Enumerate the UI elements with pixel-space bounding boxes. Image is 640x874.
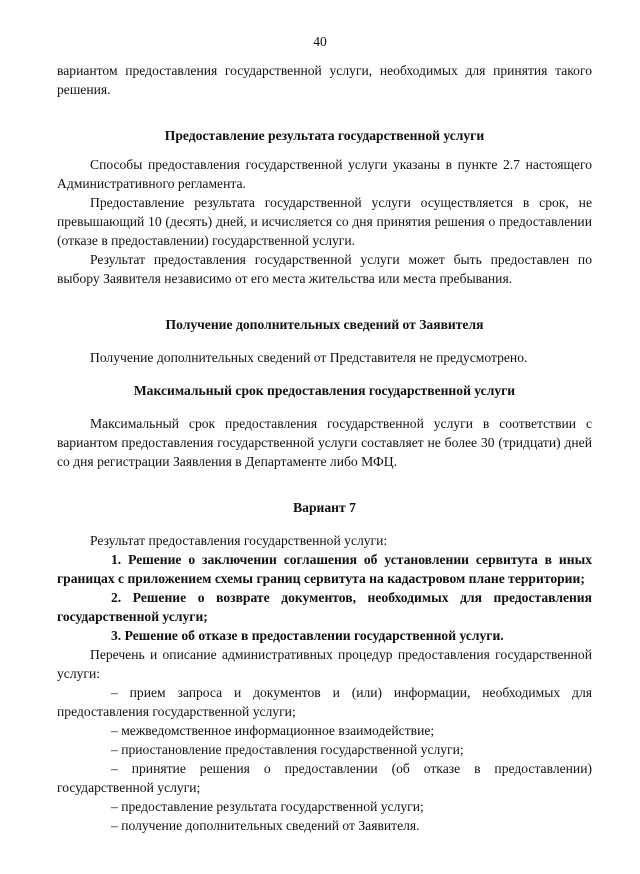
- page-content: [57, 61, 592, 835]
- intro-paragraph: вариантом предоставления государственной услуги, необходимых для принятия такого решения.: [57, 63, 592, 97]
- procedure-list-item: – прием запроса и документов и (или) информации, необходимых для предоставления государственной услуги;: [57, 685, 592, 719]
- section-heading-additional-info: Получение дополнительных сведений от Заявителя: [165, 317, 484, 332]
- section-heading-max-term: Максимальный срок предоставления государственной услуги: [133, 383, 516, 398]
- paragraph: Результат предоставления государственной услуги может быть предоставлен по выбору Заявителя независимо от его места жительства или места пребывания.: [57, 252, 592, 286]
- section-heading-result-delivery: Предоставление результата государственной услуги: [164, 128, 485, 143]
- result-list-item: 1. Решение о заключении соглашения об установлении сервитута в иных границах с приложением схемы границ сервитута на кадастровом плане территории;: [57, 552, 592, 586]
- procedure-list-item: – межведомственное информационное взаимодействие;: [111, 723, 435, 738]
- procedure-list-item: – принятие решения о предоставлении (об отказе в предоставлении) государственной услуги;: [57, 761, 592, 795]
- paragraph: Максимальный срок предоставления государственной услуги в соответствии с вариантом предоставления государственной услуги составляет не более 30 (тридцати) дней со дня регистрации Заявления в Департаменте либо МФЦ.: [57, 416, 592, 469]
- paragraph: Получение дополнительных сведений от Представителя не предусмотрено.: [90, 350, 528, 365]
- procedure-list-item: – получение дополнительных сведений от Заявителя.: [111, 818, 420, 833]
- section-heading-variant-7: Вариант 7: [293, 500, 356, 515]
- procedure-list-item: – предоставление результата государственной услуги;: [111, 799, 424, 814]
- paragraph: Способы предоставления государственной услуги указаны в пункте 2.7 настоящего Административного регламента.: [57, 157, 592, 191]
- result-list-item: 2. Решение о возврате документов, необходимых для предоставления государственной услуги;: [57, 590, 592, 624]
- variant-intro-paragraph: Результат предоставления государственной услуги:: [90, 533, 388, 548]
- paragraph: Предоставление результата государственной услуги осуществляется в срок, не превышающий 10 (десять) дней, и исчисляется со дня принятия решения о предоставлении (отказе в предоставлении) государственной услуги.: [57, 195, 592, 248]
- procedures-intro-paragraph: Перечень и описание административных процедур предоставления государственной услуги:: [57, 647, 592, 681]
- result-list-item: 3. Решение об отказе в предоставлении государственной услуги.: [111, 628, 504, 643]
- procedure-list-item: – приостановление предоставления государственной услуги;: [111, 742, 464, 757]
- page-number: 40: [313, 34, 327, 49]
